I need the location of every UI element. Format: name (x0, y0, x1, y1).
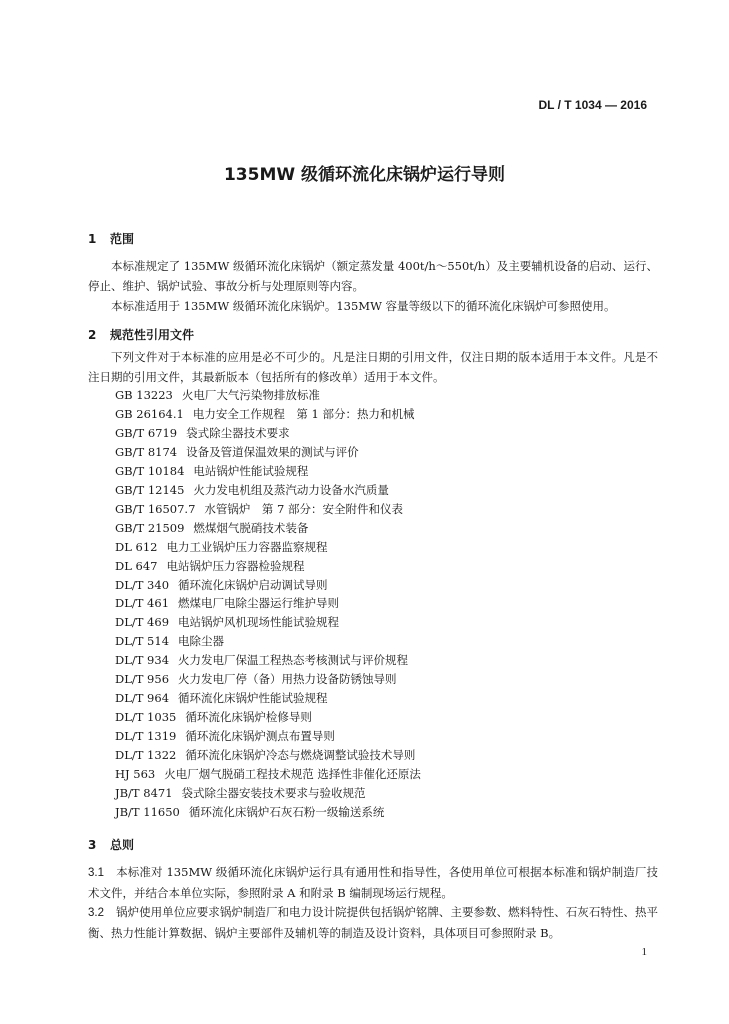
reference-title: 电站锅炉压力容器检验规程 (166, 558, 305, 573)
reference-code: GB/T 10184 (115, 463, 185, 478)
reference-code: DL/T 514 (115, 634, 170, 649)
scope-paragraph-2: 本标准适用于 135MW 级循环流化床锅炉。135MW 容量等级以下的循环流化床锅炉可参照使用。 (111, 299, 616, 313)
reference-title: 燃煤烟气脱硝技术装备 (193, 520, 309, 535)
section-number: 1 (88, 232, 97, 246)
reference-item (115, 424, 421, 443)
reference-code: DL 612 (115, 539, 158, 554)
reference-title: 水管锅炉 第 7 部分：安全附件和仪表 (204, 501, 404, 516)
reference-code: DL/T 469 (115, 615, 170, 630)
references-intro: 下列文件对于本标准的应用是必不可少的。凡是注日期的引用文件，仅注日期的版本适用于本文件。凡是不注日期的引用文件，其最新版本（包括所有的修改单）适用于本文件。 (88, 350, 658, 384)
reference-title: 火力发电厂停（备）用热力设备防锈蚀导则 (178, 672, 397, 687)
reference-item (115, 481, 421, 500)
clause-text: 本标准对 135MW 级循环流化床锅炉运行具有通用性和指导性，各使用单位可根据本标准和锅炉制造厂技术文件，并结合本单位实际，参照附录 A 和附录 B 编制现场运行规程。 (88, 865, 658, 900)
reference-title: 袋式除尘器技术要求 (186, 425, 290, 440)
document-title: 135MW 级循环流化床锅炉运行导则 (223, 165, 506, 185)
reference-code: GB/T 8174 (115, 444, 178, 459)
clause-number: 3.1 (88, 867, 104, 879)
reference-item (115, 576, 421, 595)
reference-code: DL/T 1319 (115, 729, 177, 744)
reference-code: JB/T 8471 (115, 786, 173, 801)
reference-item (115, 670, 421, 689)
reference-item (115, 651, 421, 670)
reference-code: JB/T 11650 (115, 804, 180, 819)
reference-title: 设备及管道保温效果的测试与评价 (186, 444, 359, 459)
clause-3-1 (88, 862, 658, 903)
section-number: 3 (88, 838, 97, 852)
reference-title: 循环流化床锅炉性能试验规程 (178, 691, 328, 706)
section-number: 2 (88, 328, 97, 342)
reference-title: 循环流化床锅炉冷态与燃烧调整试验技术导则 (185, 748, 416, 763)
reference-item (115, 405, 421, 424)
reference-code: DL/T 956 (115, 672, 170, 687)
reference-title: 电站锅炉风机现场性能试验规程 (178, 615, 340, 630)
reference-title: 电力工业锅炉压力容器监察规程 (166, 539, 328, 554)
reference-title: 火电厂烟气脱硝工程技术规范 选择性非催化还原法 (164, 767, 421, 782)
reference-item (115, 443, 421, 462)
reference-title: 火电厂大气污染物排放标准 (181, 388, 320, 402)
reference-item (115, 803, 421, 822)
reference-code: GB/T 21509 (115, 520, 185, 535)
reference-title: 循环流化床锅炉启动调试导则 (178, 577, 328, 592)
reference-title: 火力发电机组及蒸汽动力设备水汽质量 (193, 482, 389, 497)
reference-code: DL/T 1035 (115, 710, 177, 725)
reference-title: 电除尘器 (178, 634, 225, 649)
reference-item (115, 462, 421, 481)
reference-item (115, 613, 421, 632)
reference-code: DL/T 964 (115, 691, 170, 706)
clause-text: 锅炉使用单位应要求锅炉制造厂和电力设计院提供包括锅炉铭牌、主要参数、燃料特性、石灰石特性、热平衡、热力性能计算数据、锅炉主要部件及辅机等的制造及设计资料，具体项目可参照附录 B。 (88, 905, 658, 940)
reference-item (115, 594, 421, 613)
reference-item (115, 538, 421, 557)
reference-title: 袋式除尘器安装技术要求与验收规范 (181, 786, 366, 801)
reference-title: 燃煤电厂电除尘器运行维护导则 (178, 596, 340, 611)
section-title: 范围 (110, 232, 135, 246)
reference-item (115, 519, 421, 538)
reference-item (115, 784, 421, 803)
reference-code: GB/T 12145 (115, 482, 185, 497)
reference-title: 循环流化床锅炉检修导则 (185, 710, 312, 725)
section-title: 总则 (110, 838, 135, 852)
reference-title: 电力安全工作规程 第 1 部分：热力和机械 (192, 406, 415, 421)
reference-code: GB/T 6719 (115, 425, 178, 440)
scope-paragraph-1: 本标准规定了 135MW 级循环流化床锅炉（额定蒸发量 400t/h～550t/h）及主要辅机设备的启动、运行、停止、维护、锅炉试验、事故分析与处理原则等内容。 (88, 259, 658, 293)
reference-item (115, 500, 421, 519)
reference-code: DL/T 1322 (115, 748, 177, 763)
reference-item (115, 557, 421, 576)
page-number: 1 (641, 946, 647, 958)
section-1-heading (88, 230, 134, 247)
reference-item (115, 765, 421, 784)
reference-code: DL/T 340 (115, 577, 170, 592)
reference-title: 火力发电厂保温工程热态考核测试与评价规程 (178, 653, 409, 668)
reference-code: DL/T 461 (115, 596, 170, 611)
reference-item (115, 708, 421, 727)
reference-list (115, 386, 421, 822)
reference-title: 循环流化床锅炉石灰石粉一级输送系统 (188, 804, 385, 819)
clause-3-2 (88, 902, 658, 943)
section-2-heading (88, 326, 194, 343)
reference-code: GB 26164.1 (115, 406, 184, 421)
reference-code: GB 13223 (115, 388, 173, 402)
reference-code: DL/T 934 (115, 653, 170, 668)
reference-code: DL 647 (115, 558, 158, 573)
reference-code: GB/T 16507.7 (115, 501, 196, 516)
reference-item (115, 386, 421, 405)
reference-title: 电站锅炉性能试验规程 (193, 463, 309, 478)
reference-title: 循环流化床锅炉测点布置导则 (185, 729, 335, 744)
clause-number: 3.2 (88, 907, 104, 919)
reference-item (115, 689, 421, 708)
section-3-heading (88, 836, 134, 853)
reference-item (115, 632, 421, 651)
reference-item (115, 727, 421, 746)
standard-code: DL / T 1034 — 2016 (538, 98, 647, 112)
reference-code: HJ 563 (115, 767, 156, 782)
reference-item (115, 746, 421, 765)
section-title: 规范性引用文件 (110, 328, 195, 342)
